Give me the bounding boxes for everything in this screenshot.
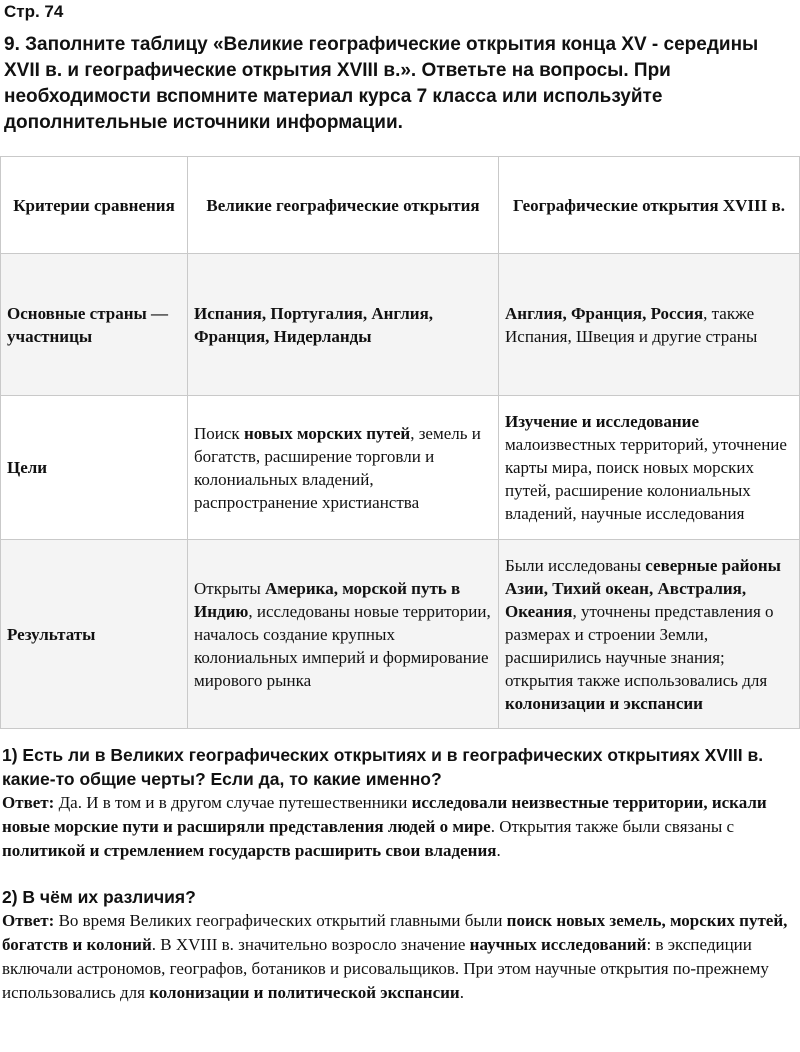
bold-text: исследовали неизвестные территории, искали новые морские пути и расширяли представления людей о мире <box>2 793 767 836</box>
bold-text: политикой и стремлением государств расширить свои владения <box>2 841 497 860</box>
text: Открыты <box>194 578 265 598</box>
row-great-cell <box>188 254 499 396</box>
comparison-table <box>0 156 800 729</box>
text: Да. И в том и в другом случае путешественники <box>54 793 412 812</box>
questions-section <box>2 743 798 1005</box>
header-criteria: Критерии сравнения <box>1 157 188 254</box>
question-2: 2) В чём их различия? <box>2 887 196 907</box>
text: , земель и богатств, расширение торговли и колониальных владений, распространение христианства <box>194 423 481 512</box>
text: , также Испания, Швеция и другие страны <box>505 303 758 346</box>
row-criteria: Цели <box>1 396 188 540</box>
bold-text: новых морских путей <box>243 423 411 443</box>
bold-text: Ответ: <box>2 911 55 930</box>
header-great-discoveries: Великие географические открытия <box>188 157 499 254</box>
bold-text: поиск новых земель, морских путей, богатств и колоний <box>2 911 788 954</box>
bold-text: Ответ: <box>2 793 55 812</box>
bold-text: северные районы Азии, Тихий океан, Австралия, Океания <box>505 555 781 621</box>
text: . В XVIII в. значительно возросло значение <box>151 935 470 954</box>
text: . <box>459 983 464 1002</box>
row-great-cell <box>188 540 499 729</box>
task-statement: 9. Заполните таблицу «Великие географические открытия конца XV - середины XVII в. и географические открытия XVIII в.». Ответьте на вопросы. При необходимости вспомните материал курса 7 класса или используйте дополнительные источники информации. <box>4 34 759 133</box>
bold-text: Америка, морской путь в Индию <box>194 578 461 621</box>
text: . Открытия также были связаны с <box>490 817 735 836</box>
text: : в экспедиции включали астрономов, географов, ботаников и рисовальщиков. При этом научные открытия по-прежнему использовались для <box>2 935 769 1002</box>
bold-text: колонизации и политической экспансии <box>149 983 460 1002</box>
bold-text: колонизации и экспансии <box>505 693 703 713</box>
row-18th-cell <box>499 396 800 540</box>
table-row <box>1 254 800 396</box>
row-criteria: Основные страны — участницы <box>1 254 188 396</box>
text: . <box>496 841 501 860</box>
row-criteria: Результаты <box>1 540 188 729</box>
table-row <box>1 396 800 540</box>
text: Были исследованы <box>505 555 646 575</box>
table-header-row <box>1 157 800 254</box>
text: , уточнены представления о размерах и строении Земли, расширились научные знания; открытия также использовались для <box>505 601 774 690</box>
header-18th-century-discoveries: Географические открытия XVIII в. <box>499 157 800 254</box>
text: Во время Великих географических открытий главными были <box>54 911 507 930</box>
text: малоизвестных территорий, уточнение карты мира, поиск новых морских путей, расширение колониальных владений, научные исследования <box>505 435 787 523</box>
page-number: Стр. 74 <box>4 2 64 21</box>
bold-text: Англия, Франция, Россия <box>505 303 704 323</box>
bold-text: Испания, Португалия, Англия, Франция, Нидерланды <box>194 303 434 346</box>
question-1: 1) Есть ли в Великих географических открытиях и в географических открытиях XVIII в. какие-то общие черты? Если да, то какие именно? <box>2 745 764 789</box>
bold-text: Изучение и исследование <box>505 412 699 431</box>
row-great-cell <box>188 396 499 540</box>
text: Поиск <box>194 423 244 443</box>
row-18th-cell <box>499 254 800 396</box>
bold-text: научных исследований <box>469 935 647 954</box>
row-18th-cell <box>499 540 800 729</box>
answer-1 <box>2 791 798 863</box>
text: , исследованы новые территории, началось создание крупных колониальных империй и формирование мирового рынка <box>194 601 491 690</box>
table-row <box>1 540 800 729</box>
answer-2 <box>2 909 798 1005</box>
